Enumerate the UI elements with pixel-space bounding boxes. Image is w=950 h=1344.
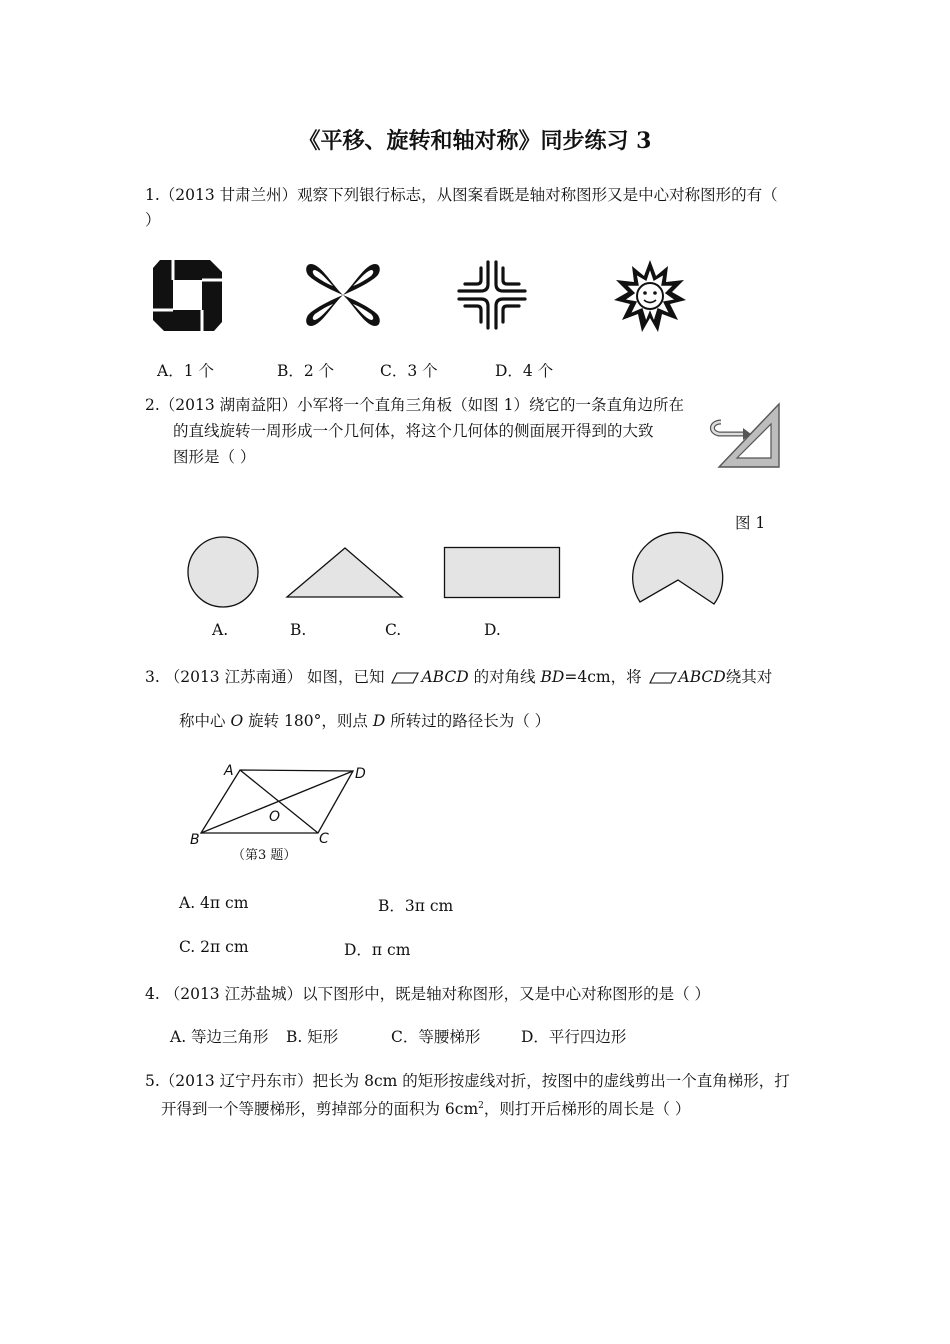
page-title: 《平移、旋转和轴对称》同步练习 3 [298, 128, 652, 154]
q2-stem-line2: 的直线旋转一周形成一个几何体，将这个几何体的侧面展开得到的大致 [173, 422, 654, 440]
q1-stem-line1: 1.（2013 甘肃兰州）观察下列银行标志，从图案看既是轴对称图形又是中心对称图形的有（ [145, 186, 778, 204]
q1-option-a: A．1 个 [157, 362, 214, 380]
q3-text-7: 所转过的路径长为（ ） [390, 712, 551, 730]
q3-bd: BD [540, 668, 565, 686]
q2-option-d: D. [484, 621, 501, 639]
q3-option-b: B．3π cm [378, 897, 454, 915]
q2-stem-line1: 2.（2013 湖南益阳）小军将一个直角三角板（如图 1）绕它的一条直角边所在 [145, 396, 684, 414]
option-c-rectangle [443, 546, 563, 600]
q3-text-1: 3. （2013 江苏南通） 如图，已知 [145, 668, 385, 686]
bank-logo-4 [612, 258, 688, 334]
q3-o: O [230, 712, 244, 730]
q2-option-a: A. [212, 621, 229, 639]
q3-option-d: D．π cm [344, 941, 411, 959]
parallelogram-symbol [391, 672, 419, 684]
bank-logo-3 [457, 260, 527, 330]
q3-abcd-2: ABCD [678, 668, 726, 686]
q4-option-d: D．平行四边形 [521, 1028, 627, 1046]
point-label-a: A [224, 763, 234, 779]
q3-option-c: C. 2π cm [179, 938, 249, 956]
q4-option-c: C．等腰梯形 [391, 1028, 481, 1046]
q3-text-2: 的对角线 [473, 668, 536, 686]
point-label-o: O [269, 809, 281, 825]
option-a-circle [185, 535, 261, 609]
q3-figure-caption: （第3 题） [232, 848, 297, 863]
q1-option-c: C．3 个 [380, 362, 438, 380]
q3-stem-line1 [145, 665, 772, 687]
q5-stem-line1: 5.（2013 辽宁丹东市）把长为 8cm 的矩形按虚线对折，按图中的虚线剪出一个直角梯形，打 [145, 1072, 790, 1090]
bank-logo-1 [150, 258, 225, 333]
q5-superscript: 2 [478, 1100, 484, 1111]
q5-text-2: ，则打开后梯形的周长是（ ） [483, 1100, 691, 1118]
q3-option-a: A. 4π cm [179, 894, 249, 912]
q4-option-a: A. 等边三角形 [170, 1028, 269, 1046]
q1-stem-line2: ） [145, 211, 161, 229]
q3-abcd-1: ABCD [421, 668, 469, 686]
q4-stem: 4. （2013 江苏盐城）以下图形中，既是轴对称图形，又是中心对称图形的是（ ） [145, 985, 711, 1003]
q3-text-5: 称中心 [179, 712, 226, 730]
triangle-ruler-figure [703, 402, 785, 472]
q1-option-d: D．4 个 [495, 362, 554, 380]
q2-option-c: C. [385, 621, 402, 639]
q2-option-b: B. [290, 621, 307, 639]
option-d-sector [630, 532, 726, 612]
q1-option-b: B．2 个 [277, 362, 335, 380]
option-b-triangle [285, 546, 405, 600]
q4-option-b: B. 矩形 [286, 1028, 339, 1046]
point-label-d: D [355, 766, 366, 782]
bank-logo-2 [303, 258, 383, 333]
q3-stem-line2 [179, 709, 550, 731]
point-label-b: B [190, 832, 200, 848]
point-label-c: C [319, 831, 329, 847]
q5-stem-line2 [161, 1097, 690, 1119]
q3-text-6: 旋转 180°，则点 [248, 712, 368, 730]
parallelogram-symbol-2 [649, 672, 677, 684]
q5-text-1: 开得到一个等腰梯形，剪掉部分的面积为 6cm [161, 1100, 479, 1118]
q3-text-4: 绕其对 [725, 668, 773, 686]
q2-stem-line3: 图形是（ ） [173, 448, 256, 466]
q3-text-3: =4cm，将 [564, 668, 642, 686]
figure-1-caption: 图 1 [735, 514, 766, 532]
q3-d: D [372, 712, 386, 730]
